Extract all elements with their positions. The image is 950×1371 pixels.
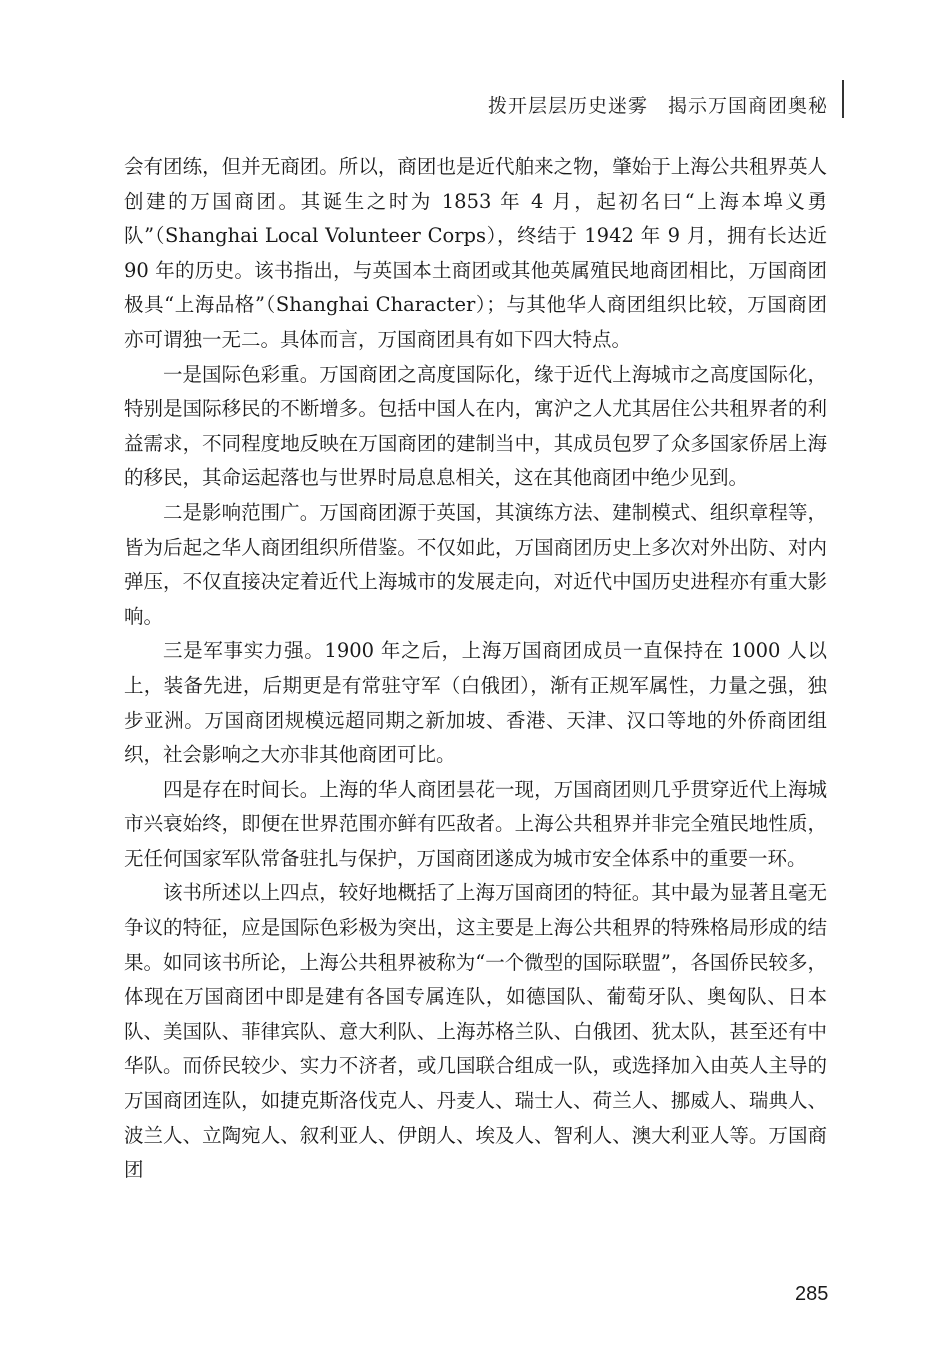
running-header: 拨开层层历史迷雾 揭示万国商团奥秘 (487, 95, 828, 117)
paragraph-feature-four: 四是存在时间长。上海的华人商团昙花一现，万国商团则几乎贯穿近代上海城市兴衰始终，即便在世界范围亦鲜有匹敌者。上海公共租界并非完全殖民地性质，无任何国家军队常备驻扎与保护，万国商团遂成为城市安全体系中的重要一环。 (124, 777, 827, 870)
page-number: 285 (795, 1283, 829, 1305)
header-divider (842, 80, 844, 118)
paragraph-feature-three: 三是军事实力强。1900 年之后，上海万国商团成员一直保持在 1000 人以上，装备先进，后期更是有常驻守军（白俄团），渐有正规军属性，力量之强，独步亚洲。万国商团规模远超同期之新加坡、香港、天津、汉口等地的外侨商团组织，社会影响之大亦非其他商团可比。 (124, 639, 827, 767)
paragraph-feature-two: 二是影响范围广。万国商团源于英国，其演练方法、建制模式、组织章程等，皆为后起之华人商团组织所借鉴。不仅如此，万国商团历史上多次对外出防、对内弹压，不仅直接决定着近代上海城市的发展走向，对近代中国历史进程亦有重大影响。 (124, 500, 827, 628)
paragraph-feature-one: 一是国际色彩重。万国商团之高度国际化，缘于近代上海城市之高度国际化，特别是国际移民的不断增多。包括中国人在内，寓沪之人尤其居住公共租界者的利益需求，不同程度地反映在万国商团的建制当中，其成员包罗了众多国家侨居上海的移民，其命运起落也与世界时局息息相关，这在其他商团中绝少见到。 (124, 362, 827, 490)
paragraph-summary: 该书所述以上四点，较好地概括了上海万国商团的特征。其中最为显著且毫无争议的特征，应是国际色彩极为突出，这主要是上海公共租界的特殊格局形成的结果。如同该书所论，上海公共租界被称为“一个微型的国际联盟”，各国侨民较多，体现在万国商团中即是建有各国专属连队，如德国队、葡萄牙队、奥匈队、日本队、美国队、菲律宾队、意大利队、上海苏格兰队、白俄团、犹太队，甚至还有中华队。而侨民较少、实力不济者，或几国联合组成一队，或选择加入由英人主导的万国商团连队，如捷克斯洛伐克人、丹麦人、瑞士人、荷兰人、挪威人、瑞典人、波兰人、立陶宛人、叙利亚人、伊朗人、埃及人、智利人、澳大利亚人等。万国商团 (124, 881, 827, 1182)
body-text (124, 150, 827, 1188)
paragraph-continuation: 会有团练，但并无商团。所以，商团也是近代舶来之物，肇始于上海公共租界英人创建的万国商团。其诞生之时为 1853 年 4 月，起初名曰“上海本埠义勇队”（Shanghai Local Volunteer Corps），终结于 1942 年 9 月，拥有长达近 90 年的历史。该书指出，与英国本土商团或其他英属殖民地商团相比，万国商团极具“上海品格”（Shanghai Character）；与其他华人商团组织比较，万国商团亦可谓独一无二。具体而言，万国商团具有如下四大特点。 (124, 155, 827, 351)
